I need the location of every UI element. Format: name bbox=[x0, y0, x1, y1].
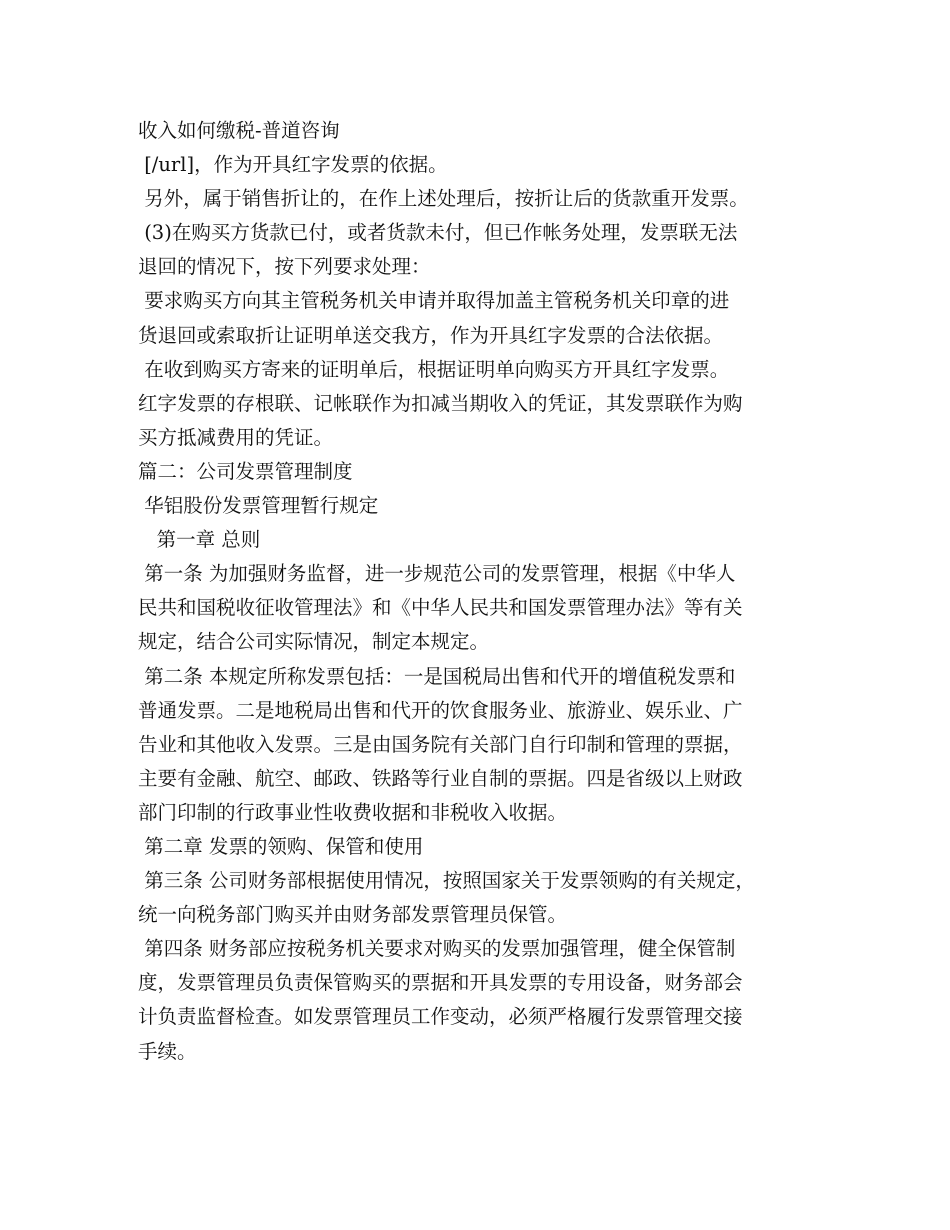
text-line: 红字发票的存根联、记帐联作为扣减当期收入的凭证，其发票联作为购 bbox=[138, 391, 743, 415]
text-line: 计负责监督检查。如发票管理员工作变动，必须严格履行发票管理交接 bbox=[138, 1005, 743, 1029]
text-line: 第四条 财务部应按税务机关要求对购买的发票加强管理，健全保管制 bbox=[138, 937, 736, 961]
text-line: (3)在购买方货款已付，或者货款未付，但已作帐务处理，发票联无法 bbox=[138, 221, 738, 245]
text-line: 普通发票。二是地税局出售和代开的饮食服务业、旅游业、娱乐业、广 bbox=[138, 698, 743, 722]
text-line: 货退回或索取折让证明单送交我方，作为开具红字发票的合法依据。 bbox=[138, 323, 724, 347]
text-line: 另外，属于销售折让的，在作上述处理后，按折让后的货款重开发票。 bbox=[138, 187, 749, 211]
chapter-heading: 第二章 发票的领购、保管和使用 bbox=[138, 834, 424, 858]
text-line: 部门印制的行政事业性收费收据和非税收入收据。 bbox=[138, 800, 568, 824]
document-page bbox=[138, 114, 828, 1069]
text-line: 退回的情况下，按下列要求处理： bbox=[138, 255, 431, 279]
subsection-heading: 华铝股份发票管理暂行规定 bbox=[138, 494, 379, 518]
text-line: 要求购买方向其主管税务机关申请并取得加盖主管税务机关印章的进 bbox=[138, 289, 730, 313]
text-line: 民共和国税收征收管理法》和《中华人民共和国发票管理办法》等有关 bbox=[138, 596, 743, 620]
text-line: 度，发票管理员负责保管购买的票据和开具发票的专用设备，财务部会 bbox=[138, 971, 743, 995]
document-title: 收入如何缴税-普道咨询 bbox=[138, 119, 340, 142]
text-line: [/url]，作为开具红字发票的依据。 bbox=[138, 153, 448, 177]
text-line: 主要有金融、航空、邮政、铁路等行业自制的票据。四是省级以上财政 bbox=[138, 766, 743, 790]
text-line: 告业和其他收入发票。三是由国务院有关部门自行印制和管理的票据， bbox=[138, 732, 743, 756]
text-line: 统一向税务部门购买并由财务部发票管理员保管。 bbox=[138, 903, 568, 927]
text-line: 第一条 为加强财务监督，进一步规范公司的发票管理，根据《中华人 bbox=[138, 562, 736, 586]
text-line: 规定，结合公司实际情况，制定本规定。 bbox=[138, 630, 490, 654]
text-line: 第二条 本规定所称发票包括：一是国税局出售和代开的增值税发票和 bbox=[138, 664, 736, 688]
text-line: 买方抵减费用的凭证。 bbox=[138, 425, 334, 449]
section-heading: 篇二：公司发票管理制度 bbox=[138, 459, 353, 483]
text-line: 在收到购买方寄来的证明单后，根据证明单向购买方开具红字发票。 bbox=[138, 357, 730, 381]
chapter-heading: 第一章 总则 bbox=[138, 528, 261, 552]
text-line: 第三条 公司财务部根据使用情况，按照国家关于发票领购的有关规定， bbox=[138, 869, 755, 893]
text-line: 手续。 bbox=[138, 1039, 197, 1063]
